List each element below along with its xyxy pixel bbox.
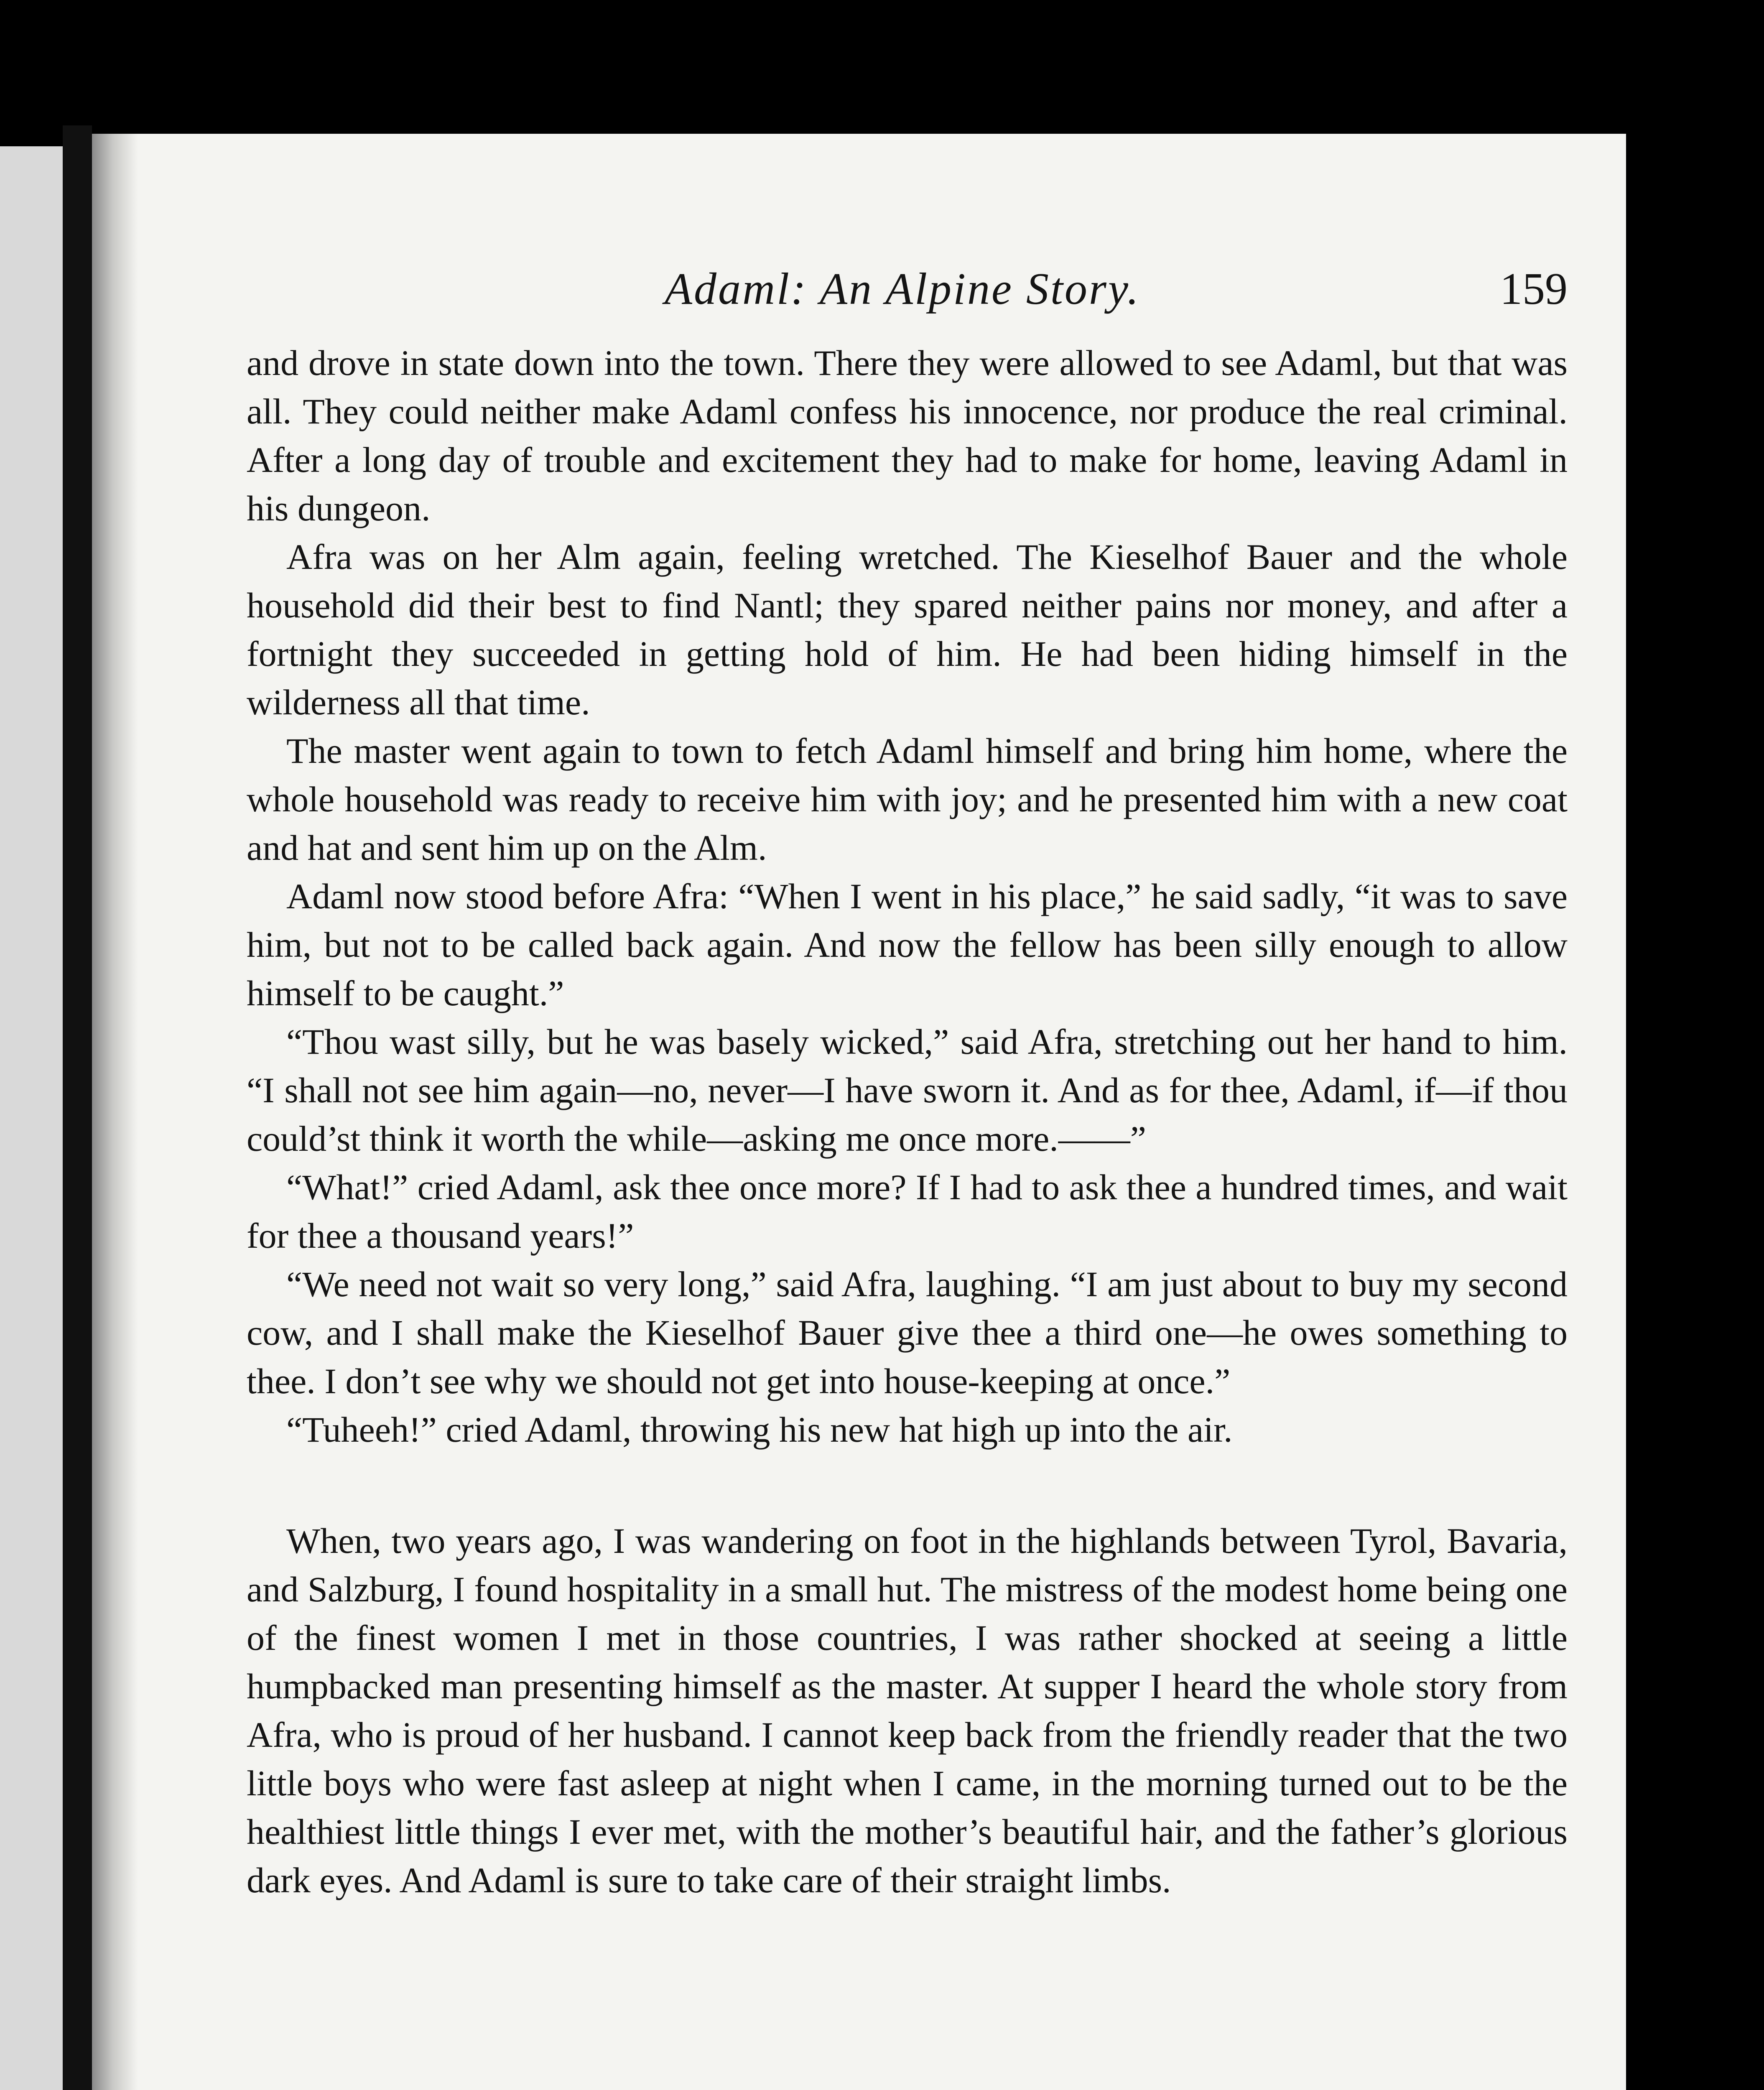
epilogue-paragraph: When, two years ago, I was wandering on foot in the highlands between Tyrol, Bavaria, and Salzburg, I found hospitality in a small hut. The mistress of the modest home being one of the finest women I met in those countries, I was rather shocked at seeing a little humpbacked man presenting himself as the master. At supper I heard the whole story from Afra, who is proud of her husband. I cannot keep back from the friendly reader that the two little boys who were fast asleep at night when I came, in the morning turned out to be the healthiest little things I ever met, with the mother’s beautiful hair, and the father’s glorious dark eyes. And Adaml is sure to take care of their straight limbs. — [247, 1521, 1568, 1900]
paragraph: “Tuheeh!” cried Adaml, throwing his new hat high up into the air. — [286, 1409, 1233, 1450]
previous-page-edge — [0, 146, 63, 2090]
section-break — [247, 1454, 1568, 1517]
running-head — [247, 263, 1568, 330]
running-title: Adaml: An Alpine Story. — [665, 264, 1140, 314]
page-number: 159 — [1500, 264, 1568, 314]
paragraph: Adaml now stood before Afra: “When I went in his place,” he said sadly, “it was to save him, but not to be called back again. And now the fellow has been silly enough to allow himself to be caught.” — [247, 876, 1568, 1013]
paragraph: The master went again to town to fetch Adaml himself and bring him home, where the whole household was ready to receive him with joy; and he presented him with a new coat and hat and sent him up on the Alm. — [247, 731, 1568, 868]
paragraph: “What!” cried Adaml, ask thee once more? If I had to ask thee a hundred times, and wait for thee a thousand years!” — [247, 1167, 1568, 1256]
page-gutter — [92, 134, 138, 2090]
body-text — [247, 339, 1568, 1904]
binding-shadow — [63, 125, 92, 2090]
paragraph: “We need not wait so very long,” said Afra, laughing. “I am just about to buy my second cow, and I shall make the Kieselhof Bauer give thee a third one—he owes something to thee. I don’t see why we should not get into house-keeping at once.” — [247, 1264, 1568, 1401]
book-page — [92, 134, 1626, 2090]
paragraph: “Thou wast silly, but he was basely wicked,” said Afra, stretching out her hand to him. “I shall not see him again—no, never—I have sworn it. And as for thee, Adaml, if—if thou could’st think it worth the while—asking me once more.——” — [247, 1022, 1568, 1159]
paragraph: and drove in state down into the town. There they were allowed to see Adaml, but that was all. They could neither make Adaml confess his innocence, nor produce the real criminal. After a long day of trouble and excitement they had to make for home, leaving Adaml in his dungeon. — [247, 343, 1568, 528]
paragraph: Afra was on her Alm again, feeling wretched. The Kieselhof Bauer and the whole household did their best to find Nantl; they spared neither pains nor money, and after a fortnight they succeeded in getting hold of him. He had been hiding himself in the wilderness all that time. — [247, 537, 1568, 722]
